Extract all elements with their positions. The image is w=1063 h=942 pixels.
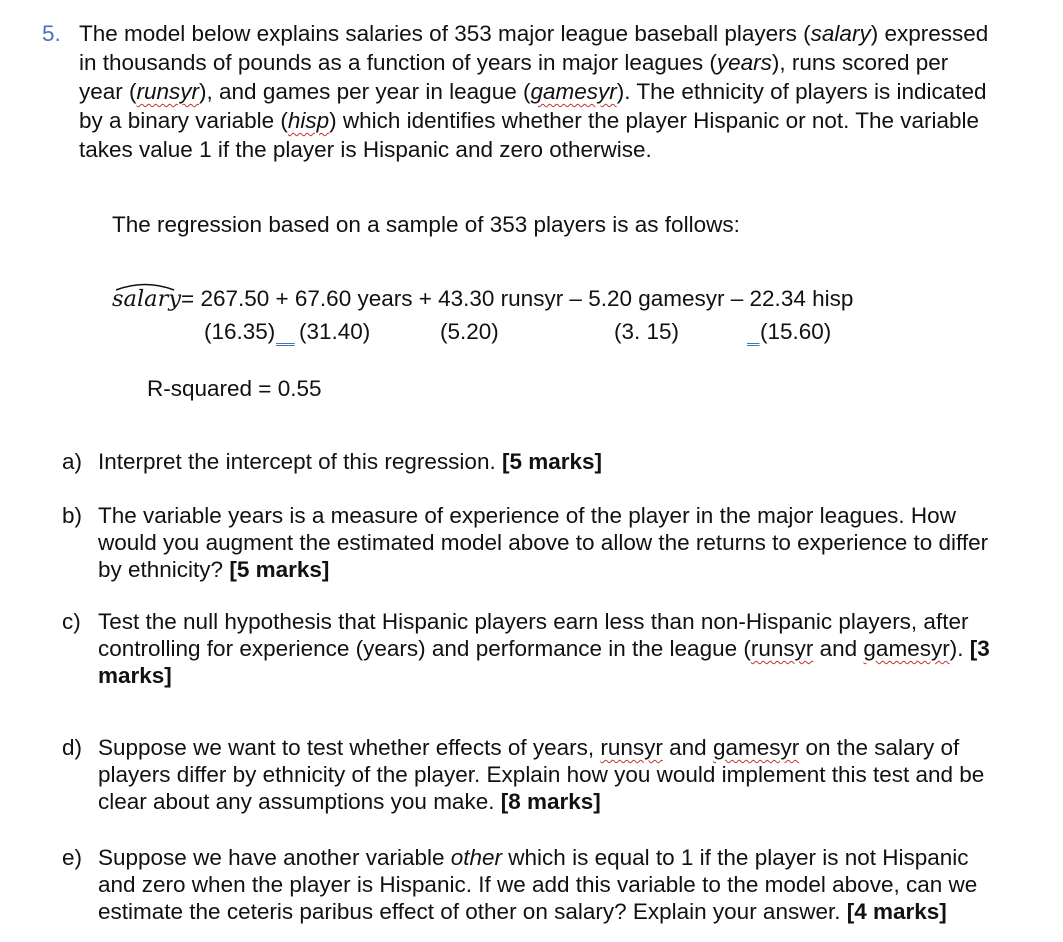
intro-line-2: in thousands of pounds as a function of years in major leagues (years), runs scored per xyxy=(79,50,949,75)
question-d-label: d) xyxy=(62,735,83,760)
se-hisp: (15.60) xyxy=(760,319,832,344)
se-gap-marker xyxy=(276,318,300,346)
question-number: 5. xyxy=(42,21,61,46)
question-a-label: a) xyxy=(62,449,83,474)
marks-b: [5 marks] xyxy=(229,557,330,582)
var-gamesyr-c: gamesyr xyxy=(863,636,950,661)
se-years: (31.40) xyxy=(299,319,371,344)
question-e-label: e) xyxy=(62,845,83,870)
se-intercept: (16.35) xyxy=(204,319,276,344)
equation-line: salary= 267.50 + 67.60 years + 43.30 runsyr – 5.20 gamesyr – 22.34 hisp xyxy=(112,285,853,313)
se-runsyr: (5.20) xyxy=(440,319,499,344)
var-salary: salary xyxy=(810,21,871,46)
regression-intro: The regression based on a sample of 353 players is as follows: xyxy=(112,212,740,237)
var-runsyr-d: runsyr xyxy=(600,735,663,760)
var-runsyr-c: runsyr xyxy=(750,636,814,661)
hat-accent-icon xyxy=(114,281,176,291)
var-other: other xyxy=(450,845,503,870)
se-gap-marker-2 xyxy=(747,318,761,346)
intro-line-3: year (runsyr), and games per year in league (gamesyr). The ethnicity of players is indicated xyxy=(79,79,987,104)
marks-a: [5 marks] xyxy=(501,449,603,474)
intro-line-4: by a binary variable (hisp) which identifies whether the player Hispanic or not. The variable xyxy=(79,108,980,133)
var-gamesyr: gamesyr xyxy=(530,79,617,104)
intro-line-5: takes value 1 if the player is Hispanic and zero otherwise. xyxy=(79,137,652,162)
se-gamesyr: (3. 15) xyxy=(614,319,680,344)
var-hisp: hisp xyxy=(287,108,330,133)
var-gamesyr-d: gamesyr xyxy=(712,735,800,760)
question-b-label: b) xyxy=(62,503,83,528)
intro-paragraph xyxy=(79,20,1039,165)
var-years: years xyxy=(716,50,772,75)
r-squared: R-squared = 0.55 xyxy=(147,376,322,401)
marks-c: marks] xyxy=(98,663,172,688)
var-runsyr: runsyr xyxy=(136,79,200,104)
marks-e: [4 marks] xyxy=(846,899,947,924)
intro-line-1: The model below explains salaries of 353 major league baseball players (salary) expressed xyxy=(79,21,989,46)
salary-hat: salary xyxy=(112,285,181,313)
marks-d: [8 marks] xyxy=(500,789,601,814)
question-c-label: c) xyxy=(62,609,81,634)
